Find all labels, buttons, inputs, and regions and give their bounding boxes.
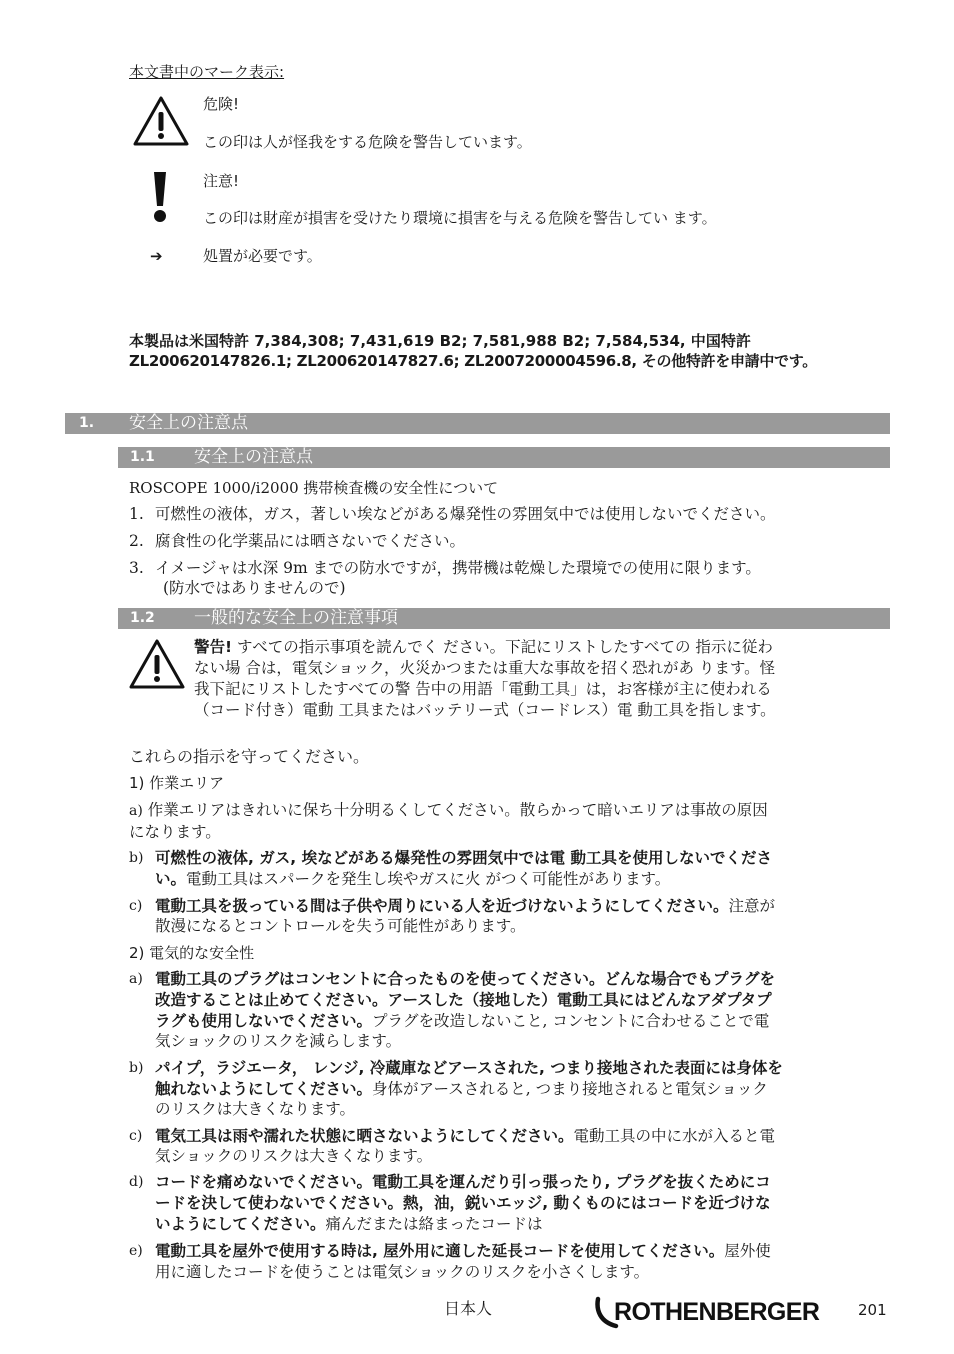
follow-instructions: これらの指示を守ってください。	[129, 747, 370, 766]
list-item-text: 腐食性の化学薬品には晒さないでください。	[155, 532, 466, 550]
item-text: 散漫になるとコントロールを失う可能性があります。	[155, 917, 526, 935]
warning-line: （コード付き）電動 工具またはバッテリー式（コードレス）電 動工具を指します。	[194, 701, 776, 719]
list-item-label: 2.	[129, 532, 144, 550]
work-area-heading: 1) 作業エリア	[129, 774, 225, 792]
section-1-2-title: 一般的な安全上の注意事項	[194, 608, 398, 628]
item-text: 気ショックのリスクを減らします。	[155, 1032, 402, 1050]
warning-paragraph	[194, 637, 894, 721]
list-item-label: 1.	[129, 505, 144, 523]
item-text: 用に適したコードを使うことは電気ショックのリスクを小さくします。	[155, 1263, 650, 1281]
warning-label: 警告!	[194, 638, 233, 656]
item-label: a)	[129, 803, 143, 819]
item-bold-text: ードを決して使わないでください。熱，油，鋭いエッジ, 動くものにはコードを近づけな	[155, 1194, 771, 1212]
item-text: 注意が	[728, 897, 776, 915]
footer-language: 日本人	[444, 1299, 493, 1318]
item-bold-text: 可燃性の液体, ガス, 埃などがある爆発性の雰囲気中では電 動工具を使用しないでくださ	[155, 849, 772, 867]
list-item	[129, 558, 761, 597]
item-bold-text: いようにしてください。	[155, 1215, 326, 1233]
item-text: のリスクは大きくなります。	[155, 1100, 355, 1118]
warning-triangle-icon	[132, 95, 190, 147]
section-1-1-number: 1.1	[130, 449, 155, 465]
patent-line-1: 本製品は米国特許 7,384,308; 7,431,619 B2; 7,581,988 B2; 7,584,534, 中国特許	[129, 332, 751, 350]
danger-text: この印は人が怪我をする危険を警告しています。	[203, 133, 532, 151]
section-1-1-title: 安全上の注意点	[194, 447, 313, 467]
rothenberger-logo	[594, 1296, 839, 1330]
item-text: になります。	[129, 823, 221, 841]
list-item-text-continued: (防水ではありませんので)	[163, 579, 346, 597]
electrical-safety-heading: 2) 電気的な安全性	[129, 944, 255, 962]
item-bold-text: コードを痛めないでください。電動工具を運んだり引っ張ったり, プラグを抜くためにコ	[155, 1173, 771, 1191]
section-1-header	[65, 413, 890, 434]
section-1-1-header	[118, 447, 890, 468]
item-label: c)	[129, 898, 143, 914]
section-1-number: 1.	[79, 415, 95, 431]
work-area-item-a	[129, 800, 889, 843]
list-item-text: 可燃性の液体，ガス，著しい埃などがある爆発性の雰囲気中では使用しないでください。	[155, 505, 776, 523]
item-text: 気ショックのリスクは大きくなります。	[155, 1147, 433, 1165]
legend-heading: 本文書中のマーク表示:	[129, 63, 285, 81]
list-item	[129, 531, 466, 552]
item-label: e)	[129, 1243, 143, 1259]
list-item	[129, 504, 776, 525]
item-text: 電動工具はスパークを発生し埃やガスに火 がつく可能性があります。	[186, 870, 671, 888]
patent-line-2: ZL200620147826.1; ZL200620147827.6; ZL2007200004596.8, その他特許を申請中です。	[129, 352, 817, 370]
item-label: c)	[129, 1128, 143, 1144]
warning-line: ない場 合は，電気ショック，火災かつまたは重大な事故を招く恐れがあ ります。怪	[194, 659, 776, 677]
warning-line: 我下記にリストしたすべての警 告中の用語「電動工具」は，お客様が主に使われる	[194, 680, 772, 698]
section-1-title: 安全上の注意点	[129, 413, 248, 433]
item-bold-text: 電動工具を扱っている間は子供や周りにいる人を近づけないようにしてください。	[155, 897, 729, 915]
warning-triangle-icon	[128, 638, 186, 690]
caution-text: この印は財産が損害を受けたり環境に損害を与える危険を警告してい ます。	[203, 209, 717, 227]
caution-title: 注意!	[203, 172, 240, 190]
brand-name: ROTHENBERGER	[614, 1298, 820, 1326]
arrow-right-icon: ➔	[150, 247, 163, 265]
item-text: 電動工具の中に水が入ると電	[573, 1127, 776, 1145]
item-label: a)	[129, 971, 143, 987]
item-text: 身体がアースされると, つまり接地されると電気ショック	[372, 1080, 768, 1098]
item-bold-text: ラグも使用しないでください。	[155, 1012, 373, 1030]
item-bold-text: 電動工具のプラグはコンセントに合ったものを使ってください。どんな場合でもプラグを	[155, 970, 776, 988]
item-text: 屋外使	[724, 1242, 771, 1260]
action-text: 処置が必要です。	[203, 247, 322, 265]
item-text: 痛んだまたは絡まったコードは	[325, 1215, 543, 1233]
exclamation-icon	[150, 170, 170, 224]
item-bold-text: い。	[155, 870, 187, 888]
item-text: 作業エリアはきれいに保ち十分明るくしてください。散らかって暗いエリアは事故の原因	[147, 801, 768, 819]
item-text: プラグを改造しないこと, コンセントに合わせることで電	[372, 1012, 770, 1030]
item-bold-text: 電気工具は雨や濡れた状態に晒さないようにしてください。	[155, 1127, 574, 1145]
section-1-2-number: 1.2	[130, 610, 155, 626]
item-bold-text: 改造することは止めてください。アースした（接地した）電動工具にはどんなアダプタプ	[155, 991, 772, 1009]
warning-line: すべての指示事項を読んでく ださい。下記にリストしたすべての 指示に従わ	[232, 638, 773, 656]
list-item-text: イメージャは水深 9m までの防水ですが，携帯機は乾燥した環境での使用に限ります。	[155, 559, 761, 577]
section-1-1-intro: ROSCOPE 1000/i2000 携帯検査機の安全性について	[129, 479, 499, 497]
page-number: 201	[858, 1301, 887, 1319]
item-bold-text: 電動工具を屋外で使用する時は, 屋外用に適した延長コードを使用してください。	[155, 1242, 725, 1260]
section-1-2-header	[118, 608, 890, 629]
item-bold-text: パイプ，ラジエータ， レンジ, 冷蔵庫などアースされた, つまり接地された表面には身体を	[155, 1059, 783, 1077]
item-label: b)	[129, 1060, 144, 1076]
item-label: b)	[129, 850, 144, 866]
danger-title: 危険!	[203, 95, 240, 113]
item-bold-text: 触れないようにしてください。	[155, 1080, 373, 1098]
list-item-label: 3.	[129, 559, 144, 577]
item-label: d)	[129, 1174, 144, 1190]
